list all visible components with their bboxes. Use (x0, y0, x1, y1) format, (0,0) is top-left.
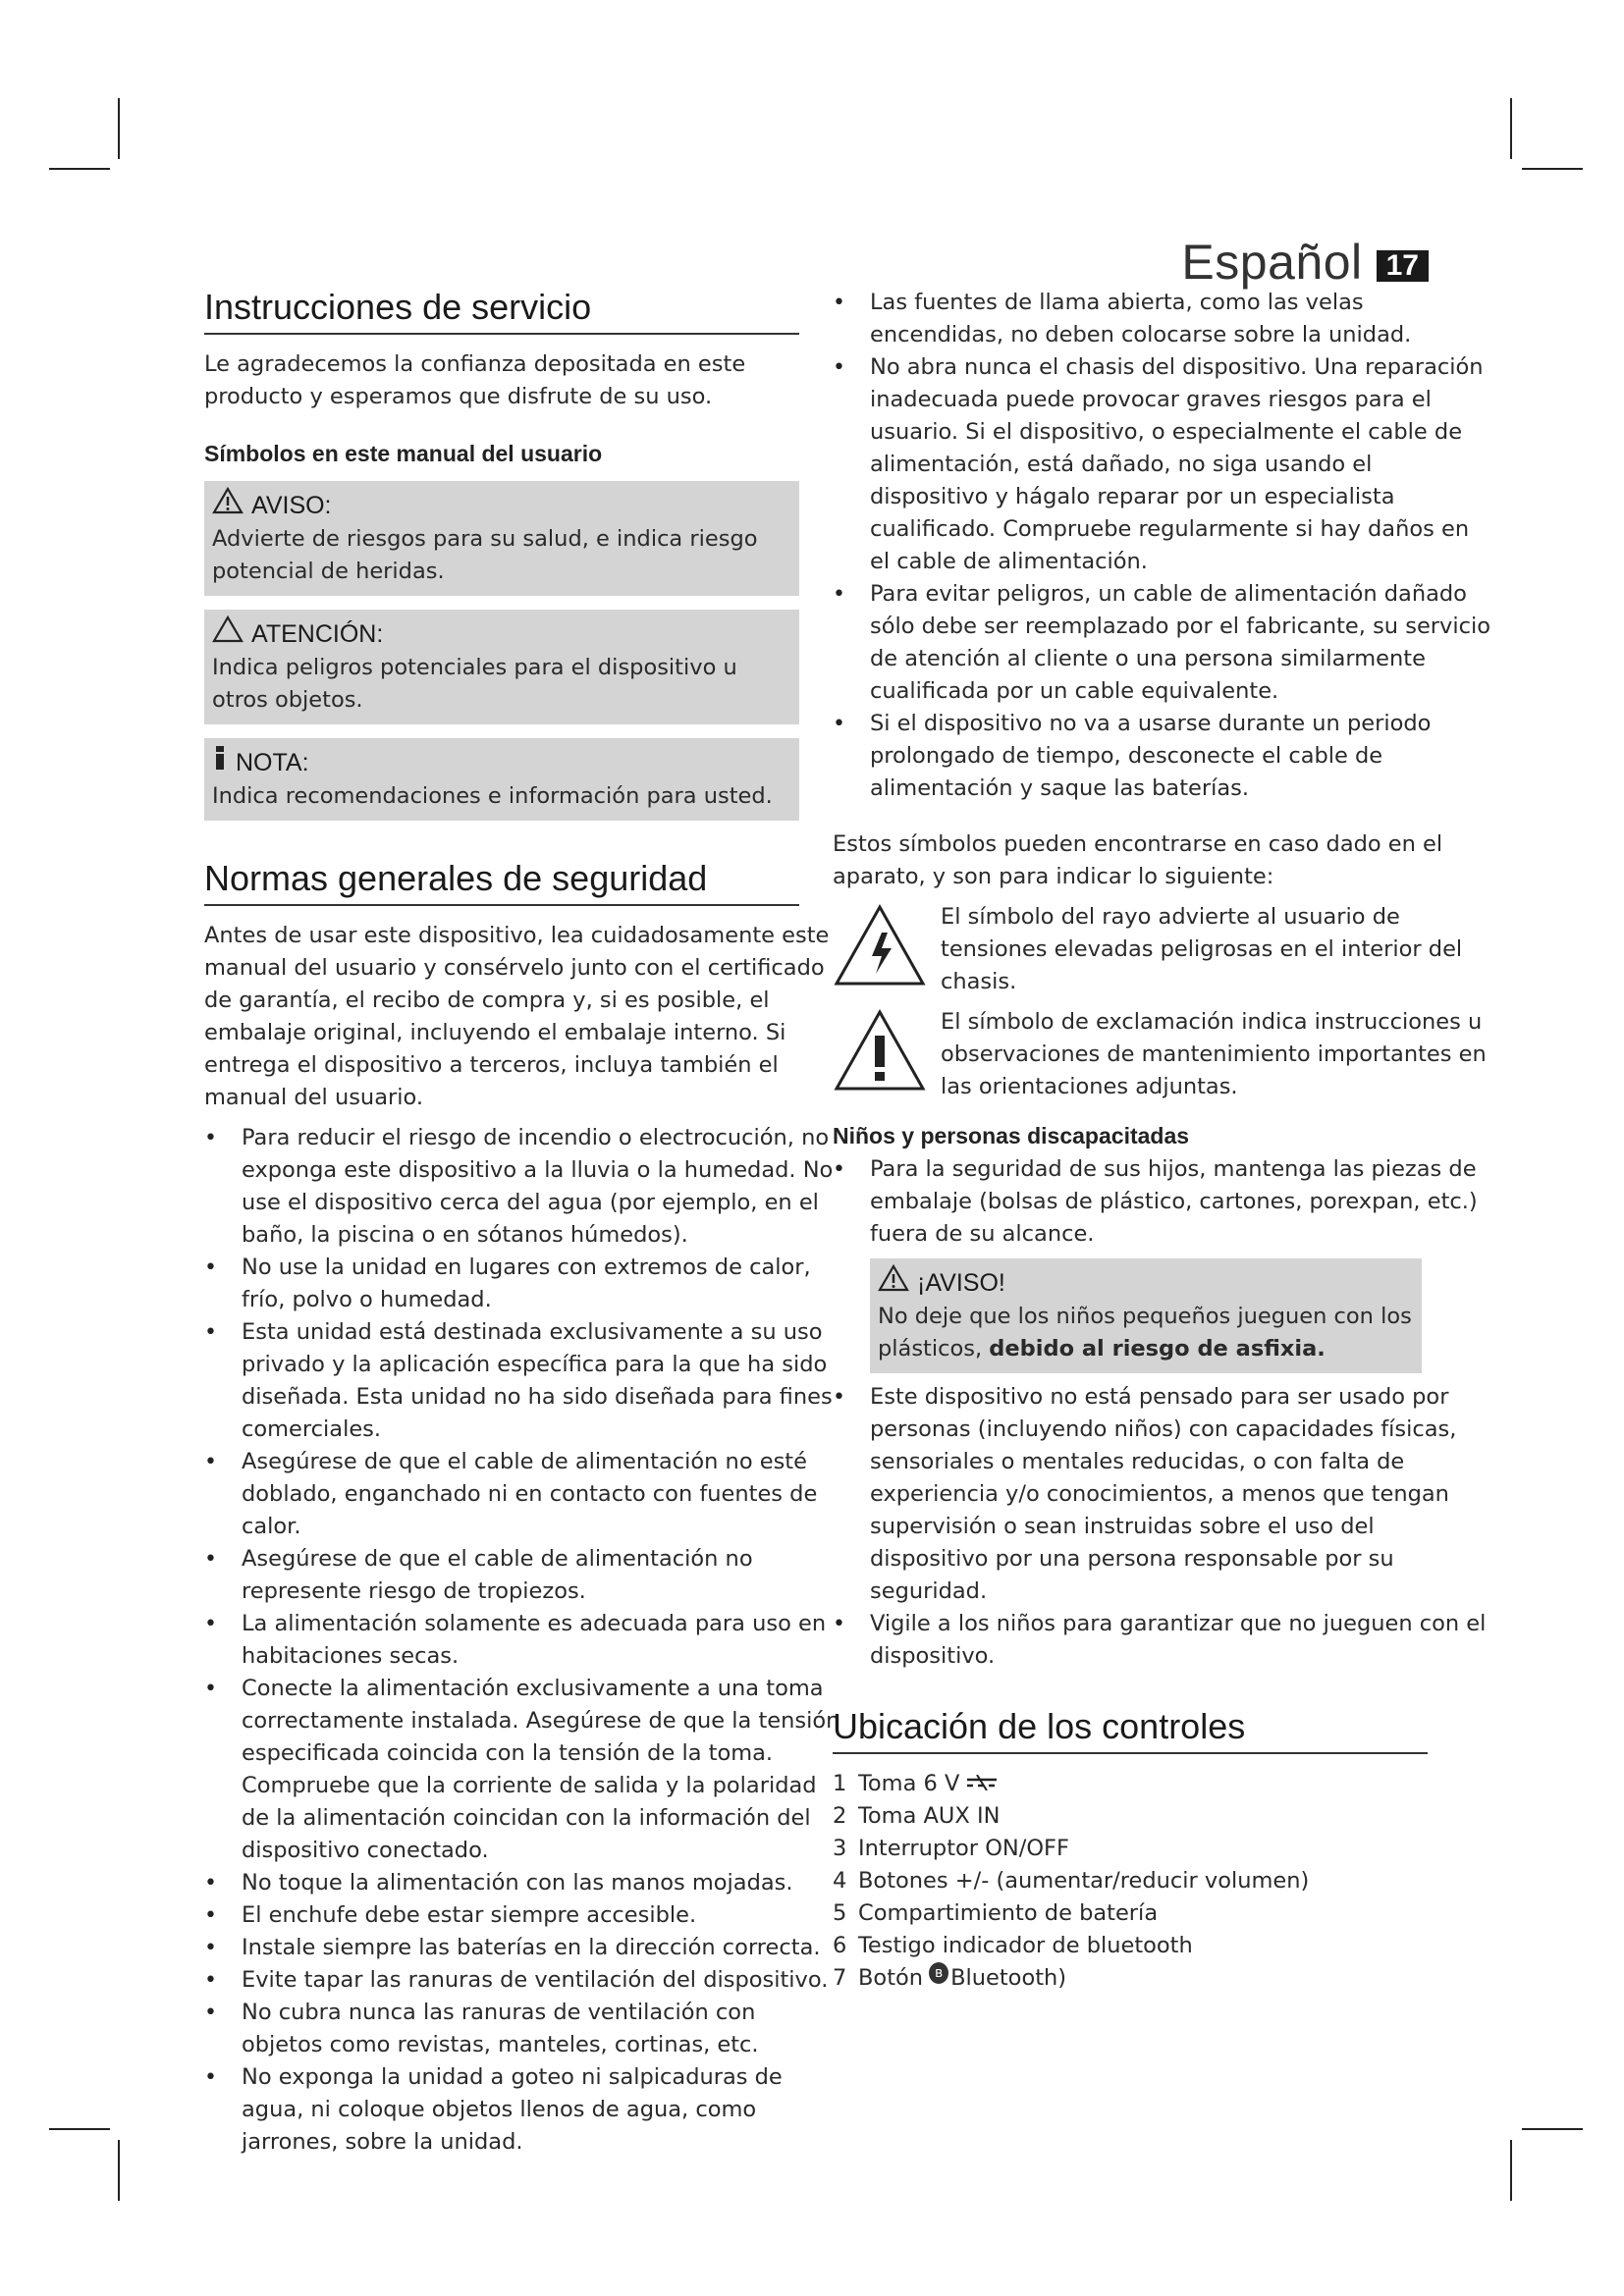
crop-mark (118, 98, 120, 159)
symbol-row-lightning (833, 901, 1490, 998)
list-item: • No cubra nunca las ranuras de ventilación con objetos como revistas, manteles, cortinas, etc. (204, 2000, 759, 2057)
list-item: • No abra nunca el chasis del dispositivo. Una reparación inadecuada puede provocar graves riesgos para el usuario. Si el dispositivo, o especialmente el cable de alimentación, está dañado, no siga usando el dispositivo y hágalo reparar por un especialista cualificado. Compruebe regularmente si hay daños en el cable de alimentación. (833, 354, 1484, 574)
notice-title: ATENCIÓN: (251, 619, 384, 648)
symbols-heading: Símbolos en este manual del usuario (204, 441, 603, 466)
crop-mark (49, 168, 110, 170)
list-item: 1 Toma 6 V (833, 1768, 1490, 1800)
controls-list (833, 1768, 1490, 1995)
section-title-instructions: Instrucciones de servicio (204, 287, 799, 335)
info-icon (212, 744, 228, 780)
right-column (833, 287, 1490, 1995)
notice-title: NOTA: (236, 748, 309, 776)
section-title-controls: Ubicación de los controles (833, 1706, 1428, 1754)
warning-triangle-icon (878, 1264, 909, 1301)
crop-mark (49, 2128, 110, 2130)
list-item: 3 Interruptor ON/OFF (833, 1836, 1069, 1861)
list-item: • No use la unidad en lugares con extremos de calor, frío, polvo o humedad. (204, 1255, 811, 1312)
notice-note (204, 738, 799, 821)
list-item: • La alimentación solamente es adecuada para uso en habitaciones secas. (204, 1611, 827, 1669)
section-title-safety: Normas generales de seguridad (204, 858, 799, 906)
page-header (1181, 234, 1429, 291)
list-item: • No toque la alimentación con las manos mojadas. (204, 1870, 793, 1896)
list-item: • Evite tapar las ranuras de ventilación del dispositivo. (204, 1967, 829, 1993)
list-item: • Para la seguridad de sus hijos, mantenga las piezas de embalaje (bolsas de plástico, cartones, porexpan, etc.) fuera de su alcance. (833, 1156, 1478, 1247)
safety-list-continued (833, 287, 1490, 805)
list-item: • Asegúrese de que el cable de alimentación no esté doblado, enganchado ni en contacto con fuentes de calor. (204, 1449, 818, 1539)
notice-text: Indica recomendaciones e información para usted. (212, 783, 773, 809)
symbol-text: El símbolo de exclamación indica instrucciones u observaciones de mantenimiento importantes en las orientaciones adjuntas. (941, 1009, 1487, 1099)
language-label: Español (1181, 235, 1363, 290)
safety-list (204, 1122, 842, 2159)
list-item: • Este dispositivo no está pensado para ser usado por personas (incluyendo niños) con capacidades físicas, sensoriales o mentales reducidas, o con falta de experiencia y/o conocimientos, a menos que tengan supervisión o sean instruidas sobre el uso del dispositivo por una persona responsable por su seguridad. (833, 1384, 1457, 1604)
symbol-text: El símbolo del rayo advierte al usuario de tensiones elevadas peligrosas en el interior del chasis. (941, 904, 1463, 994)
crop-mark (1522, 2128, 1583, 2130)
list-item: 7 Botón ʙ Bluetooth) (833, 1962, 1490, 1995)
notice-title: ¡AVISO! (917, 1268, 1005, 1297)
notice-warning (204, 481, 799, 596)
crop-mark (1510, 2140, 1512, 2201)
notice-text: Indica peligros potenciales para el dispositivo u otros objetos. (212, 655, 737, 713)
caution-triangle-icon (212, 615, 244, 652)
notice-title: AVISO: (251, 491, 332, 519)
list-item: • El enchufe debe estar siempre accesible. (204, 1902, 697, 1928)
children-heading: Niños y personas discapacitadas (833, 1123, 1190, 1148)
bluetooth-icon: ʙ (929, 1962, 948, 1984)
list-item: • Para reducir el riesgo de incendio o electrocución, no exponga este dispositivo a la lluvia o la humedad. No use el dispositivo cerca del agua (por ejemplo, en el baño, la piscina o en sótanos húmedos). (204, 1125, 834, 1248)
warning-triangle-icon (212, 487, 244, 523)
left-column (204, 287, 842, 2159)
children-warning (870, 1258, 1422, 1373)
list-item: 6 Testigo indicador de bluetooth (833, 1933, 1193, 1958)
notice-emphasis: debido al riesgo de asfixia. (989, 1336, 1326, 1362)
list-item: 4 Botones +/- (aumentar/reducir volumen) (833, 1868, 1310, 1894)
list-item: • Esta unidad está destinada exclusivamente a su uso privado y la aplicación específica para la que ha sido diseñada. Esta unidad no ha sido diseñada para fines comerciales. (204, 1319, 833, 1442)
list-item: • No exponga la unidad a goteo ni salpicaduras de agua, ni coloque objetos llenos de agua, como jarrones, sobre la unidad. (204, 2064, 783, 2155)
symbol-row-exclamation (833, 1006, 1490, 1103)
lightning-triangle-icon (833, 901, 941, 991)
crop-mark (118, 2140, 120, 2201)
list-item: • Para evitar peligros, un cable de alimentación dañado sólo debe ser reemplazado por el fabricante, su servicio de atención al cliente o una persona similarmente cualificada por un cable equivalente. (833, 581, 1490, 704)
intro-paragraph: Le agradecemos la confianza depositada en este producto y esperamos que disfrute de su uso. (204, 351, 746, 409)
list-item: • Las fuentes de llama abierta, como las velas encendidas, no deben colocarse sobre la unidad. (833, 290, 1412, 347)
exclamation-triangle-icon (833, 1006, 941, 1096)
list-item: 2 Toma AUX IN (833, 1803, 1001, 1829)
symbols-intro: Estos símbolos pueden encontrarse en caso dado en el aparato, y son para indicar lo siguiente: (833, 831, 1443, 889)
crop-mark (1510, 98, 1512, 159)
list-item: • Si el dispositivo no va a usarse durante un periodo prolongado de tiempo, desconecte el cable de alimentación y saque las baterías. (833, 711, 1432, 801)
dc-polarity-icon (965, 1768, 999, 1800)
notice-text: No deje que los niños pequeños jueguen con los plásticos, debido al riesgo de asfixia. (878, 1304, 1412, 1362)
children-list-2 (833, 1381, 1490, 1673)
children-list (833, 1153, 1490, 1251)
list-item: • Conecte la alimentación exclusivamente a una toma correctamente instalada. Asegúrese de que la tensión especificada coincida con la tensión de la toma. Compruebe que la corriente de salida y la polaridad de la alimentación coincidan con la información del dispositivo conectado. (204, 1676, 840, 1863)
list-item: • Asegúrese de que el cable de alimentación no represente riesgo de tropiezos. (204, 1546, 753, 1604)
list-item: 5 Compartimiento de batería (833, 1900, 1159, 1926)
crop-mark (1522, 168, 1583, 170)
page-number: 17 (1377, 250, 1429, 282)
notice-caution (204, 610, 799, 724)
list-item: • Vigile a los niños para garantizar que no jueguen con el dispositivo. (833, 1611, 1487, 1669)
safety-intro: Antes de usar este dispositivo, lea cuidadosamente este manual del usuario y consérvelo junto con el certificado de garantía, el recibo de compra y, si es posible, el embalaje original, incluyendo el embalaje interno. Si entrega el dispositivo a terceros, incluya también el manual del usuario. (204, 923, 830, 1110)
notice-text: Advierte de riesgos para su salud, e indica riesgo potencial de heridas. (212, 526, 758, 584)
list-item: • Instale siempre las baterías en la dirección correcta. (204, 1935, 821, 1960)
